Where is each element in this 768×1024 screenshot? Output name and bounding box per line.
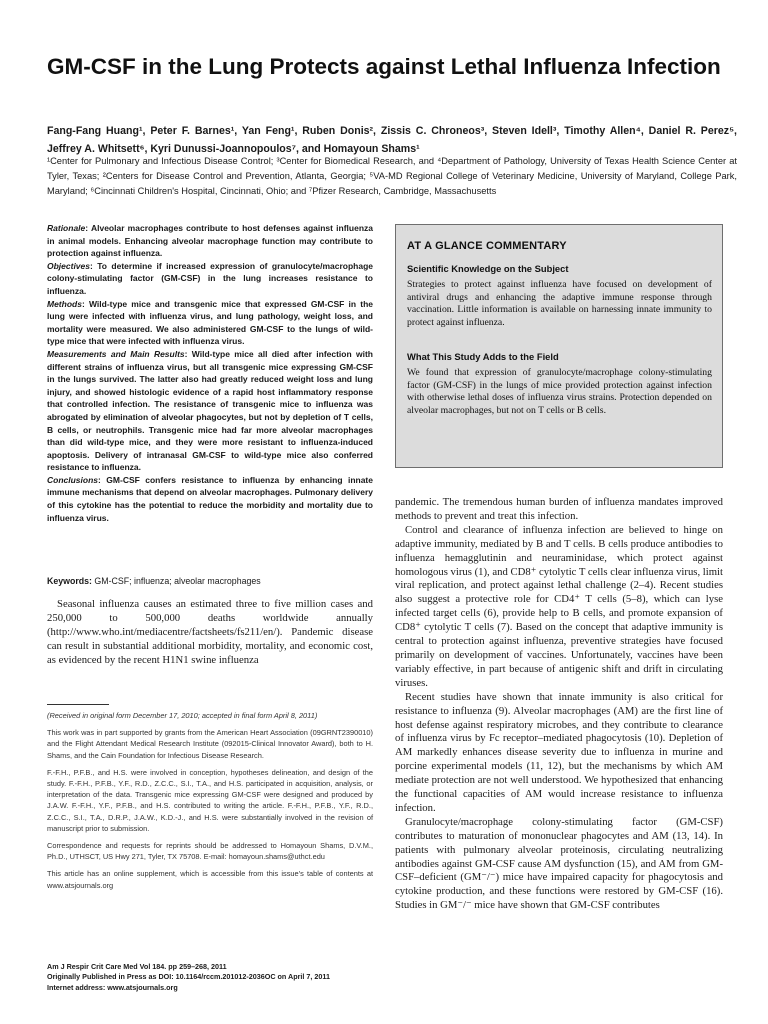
keywords-text: GM-CSF; influenza; alveolar macrophages [91, 576, 261, 586]
intro-paragraph: Seasonal influenza causes an estimated three to five million cases and 250,000 to 500,000 deaths worldwide annually (http://www.who.int/mediacentre/factsheets/fs211/en/). Pandemic disease can result in substantial additional morbidity, mortality, and economic cost, as evidenced by the recent H1N1 swine influenza [47, 598, 373, 666]
rationale-label: Rationale [47, 223, 86, 233]
journal-url: Internet address: www.atsjournals.org [47, 982, 178, 992]
body-text-right-column [395, 496, 723, 913]
abstract-methods [47, 298, 373, 348]
glance-title: AT A GLANCE COMMENTARY [407, 240, 567, 252]
article-title: GM-CSF in the Lung Protects against Lethal Influenza Infection [47, 54, 721, 79]
affiliations: ¹Center for Pulmonary and Infectious Disease Control; ³Center for Biomedical Research, and ⁴Department of Pathology, University of Texas Health Science Center at Tyler, Texas; ²Centers for Disease Control and Prevention, Atlanta, Georgia; ⁵VA-MD Regional College of Veterinary Medicine, University of Maryland, College Park, Maryland; ⁶Cincinnati Children's Hospital, Cincinnati, Ohio; and ⁷Pfizer Research, Cambridge, Massachusetts [47, 156, 737, 196]
body-paragraph: Granulocyte/macrophage colony-stimulating factor (GM-CSF) contributes to maturation of mononuclear phagocytes and AM (13, 14). In patients with pulmonary alveolar proteinosis, circulating neutralizing antibodies against GM-CSF cause AM dysfunction (15), and AM from GM-CSF–deficient (GM⁻/⁻) mice have impaired capacity for phagocytosis and cytokine production, and these functions were restored by GM-CSF (16). Studies in GM⁻/⁻ mice have shown that GM-CSF contributes [395, 815, 723, 912]
journal-info [47, 962, 373, 993]
abstract [47, 222, 373, 524]
contributions-note: F.-F.H., P.F.B., and H.S. were involved in conception, hypotheses delineation, and design of the study. F.-F.H., P.F.B., Y.F., R.D., Z.C.C., S.I., T.A., and H.S. participated in acquisition, analysis, or interpretation of the data. Transgenic mice expressing GM-CSF were designed and produced by J.A.W. F.-F.H., Y.F., P.F.B., and H.S. contributed to writing the article. F.-F.H., P.F.B., Y.F., R.D., Z.C.C., S.I., T.A., D.R.P., J.A.W., K.D.-J., and H.S. were substantially involved in the revision of manuscript prior to submission. [47, 767, 373, 833]
objectives-label: Objectives [47, 260, 90, 271]
conclusions-text: : GM-CSF confers resistance to influenza by enhancing innate immune mechanisms that depend on alveolar macrophages. Pulmonary delivery of this cytokine has the potential to reduce the morbidity and mortality due to influenza virus. [47, 474, 373, 523]
supplement-note: This article has an online supplement, which is accessible from this issue's table of contents at www.atsjournals.org [47, 869, 373, 890]
glance-subheading-adds: What This Study Adds to the Field [407, 351, 559, 362]
keywords-label: Keywords: [47, 576, 92, 586]
funding-note: This work was in part supported by grants from the American Heart Association (09GRNT2390010) and the Flight Attendant Medical Research Institute (092015-Clinical Innovator Award), both to H. Shams, and the Cain Foundation for Infectious Disease Research. [47, 728, 373, 760]
author-list: Fang-Fang Huang¹, Peter F. Barnes¹, Yan Feng¹, Ruben Donis², Zissis C. Chroneos³, Steven Idell³, Timothy Allen⁴, Daniel R. Perez⁵, Jeffrey A. Whitsett⁶, Kyri Dunussi-Joannopoulos⁷, and Homayoun Shams¹ [47, 125, 737, 155]
methods-label: Methods [47, 298, 82, 309]
glance-commentary-box [395, 224, 723, 468]
glance-body-adds: We found that expression of granulocyte/macrophage colony-stimulating factor (GM-CSF) in the lungs of mice provided protection against infection with otherwise lethal doses of influenza virus strains. Protection depended on alveolar macrophages, but not on T cells or B cells. [407, 367, 712, 416]
glance-subheading-knowledge: Scientific Knowledge on the Subject [407, 263, 569, 274]
keywords [47, 575, 373, 587]
results-text: : Wild-type mice all died after infection with different strains of influenza virus, but all transgenic mice expressing GM-CSF in the lungs survived. The latter also had greatly reduced weight loss and lung injury, and showed histologic evidence of a rapid host inflammatory response that controlled infection. The resistance of transgenic mice to influenza was abrogated by elimination of alveolar phagocytes, but not by depletion of T cells, B cells, or neutrophils. Transgenic mice had far more alveolar macrophages than did wild-type mice, and they were more resistant to influenza-induced apoptosis. Delivery of intranasal GM-CSF to wild-type mice also conferred resistance to influenza. [47, 348, 373, 473]
abstract-rationale [47, 222, 373, 260]
received-note: (Received in original form December 17, 2010; accepted in final form April 8, 2011) [47, 711, 318, 720]
rationale-text: : Alveolar macrophages contribute to host defenses against influenza in animal models. Enhancing alveolar macrophage function may contribute to protection against influenza. [47, 223, 373, 259]
body-paragraph: pandemic. The tremendous human burden of influenza mandates improved methods to prevent and treat this infection. [395, 496, 723, 522]
abstract-conclusions [47, 474, 373, 524]
journal-doi: Originally Published in Press as DOI: 10.1164/rccm.201012-2036OC on April 7, 2011 [47, 972, 330, 982]
methods-text: : Wild-type mice and transgenic mice that expressed GM-CSF in the lung were infected with influenza virus, and lung pathology, weight loss, and mortality were measured. We also administered GM-CSF to the lungs of wild-type mice that were infected with influenza virus. [47, 298, 373, 347]
footnote-divider [47, 704, 109, 705]
body-paragraph: Control and clearance of influenza infection are believed to hinge on adaptive immunity, mediated by B and T cells. B cells produce antibodies to influenza hemagglutinin and neuraminidase, which protect against homologous virus (1), and CD8⁺ cytolytic T cells clear influenza virus, limit viral replication, and protect against lethal challenge (2–4). Recent studies also suggest a protective role for CD4⁺ T cells (5–8), which can lyse infected target cells (6), provide help to B cells, and promote expansion of CD8⁺ cytolytic T cells (7). Based on the concept that adaptive immunity is central to protection against influenza, preventive strategies have focused primarily on development of vaccines. Unfortunately, vaccines have been variably effective, in part because of antigenic shift and drift in circulating viruses. [395, 523, 723, 689]
correspondence-note: Correspondence and requests for reprints should be addressed to Homayoun Shams, D.V.M., Ph.D., UTHSCT, US Hwy 271, Tyler, TX 75708. E-mail: homayoun.shams@uthct.edu [47, 841, 373, 862]
glance-body-knowledge: Strategies to protect against influenza have focused on development of antiviral drugs and enhancing the adaptive immune response through vaccination. Little information is available on harnessing innate immunity to protect against influenza. [407, 279, 712, 328]
abstract-objectives [47, 260, 373, 298]
conclusions-label: Conclusions [47, 474, 99, 485]
objectives-text: : To determine if increased expression of granulocyte/macrophage colony-stimulating factor (GM-CSF) in the lung increases resistance to influenza. [47, 260, 373, 296]
results-label: Measurements and Main Results [47, 348, 185, 359]
abstract-results [47, 348, 373, 474]
journal-citation: Am J Respir Crit Care Med Vol 184. pp 259–268, 2011 [47, 962, 227, 971]
footnotes [47, 710, 373, 897]
body-paragraph: Recent studies have shown that innate immunity is also critical for resistance to influenza (9). Alveolar macrophages (AM) are the first line of host defense against respiratory microbes, and they contribute to clearance of influenza virus by Fc receptor–mediated phagocytosis (10). Depletion of AM markedly enhances disease severity due to influenza in murine and porcine experimental models (11, 12), but the mechanisms by which AM mediate protection are not well understood. We hypothesized that enhancing the functional capacities of AM would increase resistance to influenza infection. [395, 690, 723, 814]
